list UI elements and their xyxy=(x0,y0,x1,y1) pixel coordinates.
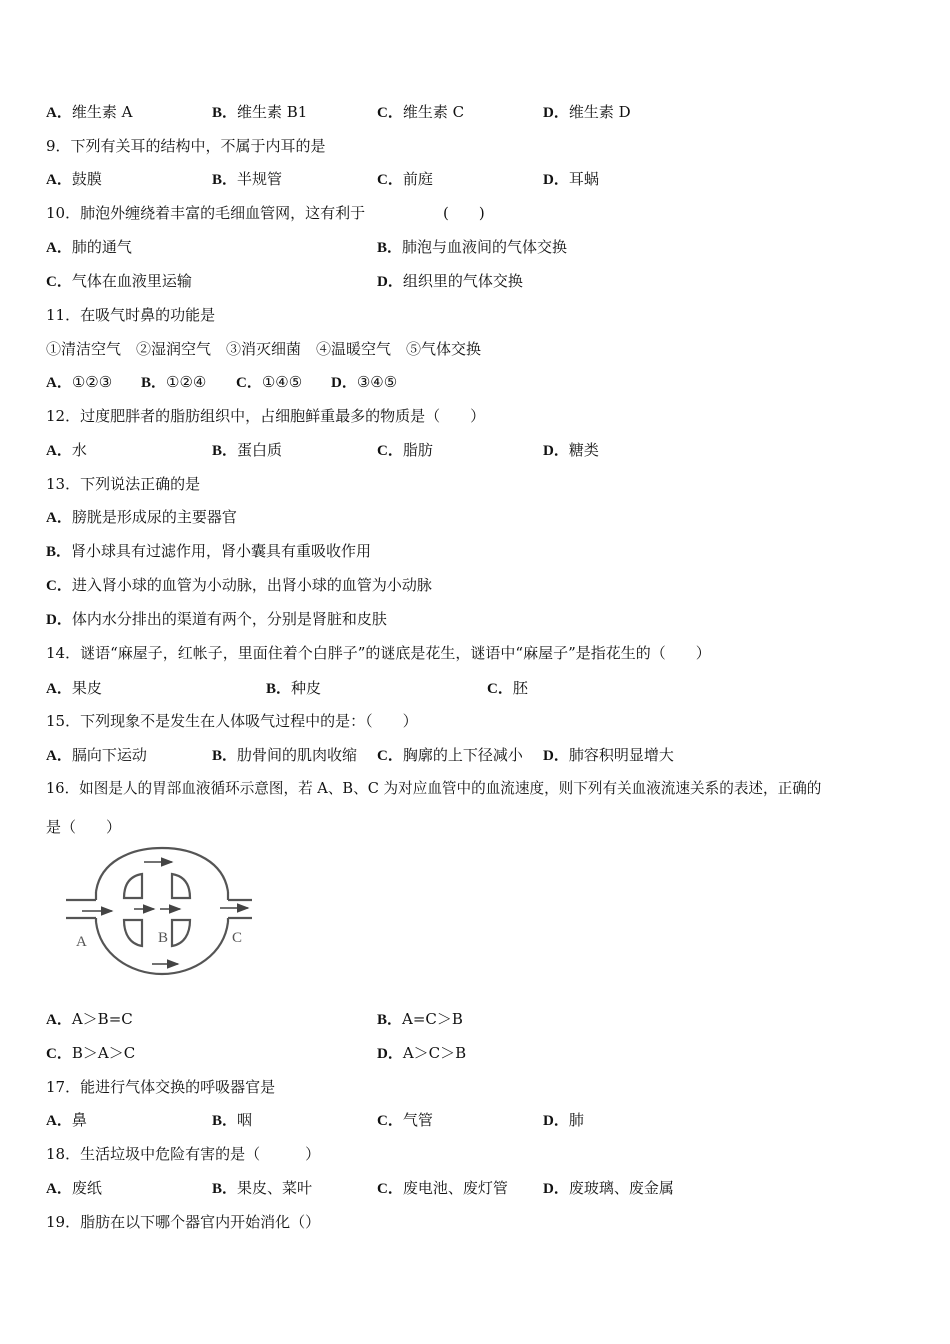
option-label: A． xyxy=(46,748,72,764)
option-label: B． xyxy=(141,375,167,391)
q11-option-a[interactable] xyxy=(46,372,112,393)
option-label: A． xyxy=(46,375,72,391)
q18-option-b[interactable] xyxy=(212,1178,312,1199)
option-text: ①④⑤ xyxy=(261,373,303,391)
q10-option-d[interactable] xyxy=(377,271,523,292)
option-label: B． xyxy=(212,1113,238,1129)
option-label: C． xyxy=(46,578,72,594)
option-text: 肺的通气 xyxy=(71,238,132,256)
option-label: D． xyxy=(543,1181,569,1197)
option-label: B． xyxy=(46,544,72,560)
q9-option-b[interactable] xyxy=(212,169,282,190)
option-text: 脂肪 xyxy=(402,441,433,459)
option-text: 半规管 xyxy=(237,170,283,188)
label-b: B xyxy=(158,930,169,946)
q12-option-d[interactable] xyxy=(543,440,599,461)
outer-vessel-loop xyxy=(96,848,228,892)
option-label: C． xyxy=(377,748,403,764)
q11-stem: 11．在吸气时鼻的功能是 xyxy=(46,306,216,324)
option-text: ①②③ xyxy=(71,373,113,391)
option-label: A． xyxy=(46,172,72,188)
option-text: 鼓膜 xyxy=(71,170,102,188)
q10-option-b[interactable] xyxy=(377,237,567,258)
q8-option-d[interactable] xyxy=(543,102,631,123)
option-text: 果皮 xyxy=(71,679,102,697)
option-label: D． xyxy=(543,748,569,764)
option-label: C． xyxy=(377,1113,403,1129)
option-text: 果皮、菜叶 xyxy=(237,1179,313,1197)
q15-option-d[interactable] xyxy=(543,745,674,766)
q10-option-a[interactable] xyxy=(46,237,132,258)
q16-stem-continued: 是（ ） xyxy=(46,818,122,836)
q17-stem: 17．能进行气体交换的呼吸器官是 xyxy=(46,1078,276,1096)
option-text: 肾小球具有过滤作用，肾小囊具有重吸收作用 xyxy=(71,542,372,560)
option-label: C． xyxy=(377,443,403,459)
option-label: C． xyxy=(377,1181,403,1197)
option-text: 废电池、废灯管 xyxy=(402,1179,508,1197)
option-label: A． xyxy=(46,105,72,121)
option-label: B． xyxy=(212,1181,238,1197)
q14-stem: 14．谜语“麻屋子，红帐子，里面住着个白胖子”的谜底是花生，谜语中“麻屋子”是指花生的（ ） xyxy=(46,644,711,662)
option-text: 气管 xyxy=(402,1111,433,1129)
option-label: C． xyxy=(377,105,403,121)
q12-option-b[interactable] xyxy=(212,440,282,461)
option-label: C． xyxy=(487,681,513,697)
vein-c xyxy=(228,900,252,918)
option-text: A＞B=C xyxy=(71,1010,133,1028)
option-text: 废纸 xyxy=(71,1179,102,1197)
q13-option-c[interactable] xyxy=(46,575,432,596)
option-text: 体内水分排出的渠道有两个，分别是肾脏和皮肤 xyxy=(71,610,387,628)
option-label: C． xyxy=(46,274,72,290)
option-text: 维生素 B1 xyxy=(237,103,308,121)
q18-option-a[interactable] xyxy=(46,1178,102,1199)
option-label: D． xyxy=(543,1113,569,1129)
option-text: 种皮 xyxy=(291,679,322,697)
q18-stem: 18．生活垃圾中危险有害的是（ ） xyxy=(46,1145,321,1163)
option-text: 气体在血液里运输 xyxy=(71,272,192,290)
option-label: B． xyxy=(212,443,238,459)
option-text: 水 xyxy=(71,441,87,459)
option-text: 维生素 A xyxy=(71,103,133,121)
q19-stem: 19．脂肪在以下哪个器官内开始消化（） xyxy=(46,1213,321,1231)
option-text: 维生素 D xyxy=(568,103,631,121)
option-label: B． xyxy=(212,748,238,764)
capillary-block-bottom-left xyxy=(124,920,142,946)
q8-option-b[interactable] xyxy=(212,102,307,123)
capillary-block-top-left xyxy=(124,874,142,898)
option-text: 蛋白质 xyxy=(237,441,283,459)
q14-option-c[interactable] xyxy=(487,678,528,699)
q11-option-d[interactable] xyxy=(331,372,397,393)
option-label: B． xyxy=(212,105,238,121)
option-text: 组织里的气体交换 xyxy=(402,272,523,290)
q18-option-d[interactable] xyxy=(543,1178,674,1199)
option-text: B＞A＞C xyxy=(71,1044,136,1062)
artery-a xyxy=(66,900,96,918)
option-label: B． xyxy=(377,1012,403,1028)
option-text: 咽 xyxy=(237,1111,253,1129)
q13-option-a[interactable] xyxy=(46,507,237,528)
q16-option-a[interactable] xyxy=(46,1009,133,1030)
q13-option-b[interactable] xyxy=(46,541,371,562)
option-label: A． xyxy=(46,240,72,256)
option-label: D． xyxy=(543,105,569,121)
q13-stem: 13．下列说法正确的是 xyxy=(46,475,201,493)
option-text: 胸廓的上下径减小 xyxy=(402,746,523,764)
option-label: A． xyxy=(46,1012,72,1028)
option-label: B． xyxy=(266,681,292,697)
label-a: A xyxy=(76,934,87,950)
q11-option-c[interactable] xyxy=(236,372,302,393)
q14-option-b[interactable] xyxy=(266,678,321,699)
option-text: ①②④ xyxy=(166,373,207,391)
option-label: A． xyxy=(46,1181,72,1197)
option-label: C． xyxy=(236,375,262,391)
q15-option-a[interactable] xyxy=(46,745,147,766)
option-text: 废玻璃、废金属 xyxy=(568,1179,674,1197)
option-text: A=C＞B xyxy=(402,1010,463,1028)
q11-items: ①清洁空气 ②湿润空气 ③消灭细菌 ④温暖空气 ⑤气体交换 xyxy=(46,340,482,358)
q15-option-c[interactable] xyxy=(377,745,523,766)
stomach-blood-circulation-diagram xyxy=(60,842,260,982)
q12-option-a[interactable] xyxy=(46,440,87,461)
q9-option-a[interactable] xyxy=(46,169,102,190)
q10-stem-text: 10．肺泡外缠绕着丰富的毛细血管网，这有利于 xyxy=(46,204,366,222)
option-text: 胚 xyxy=(512,679,528,697)
option-text: 鼻 xyxy=(71,1111,87,1129)
q17-option-d[interactable] xyxy=(543,1110,584,1131)
option-label: D． xyxy=(46,612,72,628)
q16-option-d[interactable] xyxy=(377,1043,466,1064)
option-label: B． xyxy=(212,172,238,188)
q17-option-b[interactable] xyxy=(212,1110,252,1131)
option-label: B． xyxy=(377,240,403,256)
q16-option-b[interactable] xyxy=(377,1009,463,1030)
option-label: C． xyxy=(377,172,403,188)
q10-option-c[interactable] xyxy=(46,271,192,292)
option-label: D． xyxy=(543,172,569,188)
q10-stem xyxy=(46,203,485,223)
option-text: 前庭 xyxy=(402,170,433,188)
option-label: A． xyxy=(46,1113,72,1129)
q9-option-c[interactable] xyxy=(377,169,433,190)
option-label: D． xyxy=(377,1046,403,1062)
q16-option-c[interactable] xyxy=(46,1043,135,1064)
option-label: A． xyxy=(46,681,72,697)
q17-option-a[interactable] xyxy=(46,1110,87,1131)
option-text: 维生素 C xyxy=(402,103,465,121)
q12-option-c[interactable] xyxy=(377,440,433,461)
option-label: C． xyxy=(46,1046,72,1062)
q18-option-c[interactable] xyxy=(377,1178,508,1199)
capillary-block-bottom-right xyxy=(172,920,190,946)
option-text: 糖类 xyxy=(568,441,599,459)
q13-option-d[interactable] xyxy=(46,609,387,630)
label-c: C xyxy=(232,930,243,946)
q8-option-c[interactable] xyxy=(377,102,464,123)
q12-stem: 12．过度肥胖者的脂肪组织中，占细胞鲜重最多的物质是（ ） xyxy=(46,407,486,425)
q15-stem: 15．下列现象不是发生在人体吸气过程中的是：（ ） xyxy=(46,712,418,730)
option-text: 肺 xyxy=(568,1111,584,1129)
q9-stem: 9．下列有关耳的结构中，不属于内耳的是 xyxy=(46,137,326,155)
q11-option-b[interactable] xyxy=(141,372,206,393)
option-label: A． xyxy=(46,443,72,459)
option-text: 进入肾小球的血管为小动脉，出肾小球的血管为小动脉 xyxy=(71,576,432,594)
q9-option-d[interactable] xyxy=(543,169,599,190)
option-label: A． xyxy=(46,510,72,526)
q16-stem: 16．如图是人的胃部血液循环示意图，若 A、B、C 为对应血管中的血流速度，则下列有关血液流速关系的表述，正确的 xyxy=(46,780,822,797)
option-text: 耳蜗 xyxy=(568,170,599,188)
capillary-block-top-right xyxy=(172,874,190,898)
option-text: A＞C＞B xyxy=(402,1044,467,1062)
option-text: 肺容积明显增大 xyxy=(568,746,674,764)
q14-option-a[interactable] xyxy=(46,678,102,699)
option-text: ③④⑤ xyxy=(356,373,398,391)
q15-option-b[interactable] xyxy=(212,745,357,766)
option-label: D． xyxy=(331,375,357,391)
option-label: D． xyxy=(377,274,403,290)
option-text: 膀胱是形成尿的主要器官 xyxy=(71,508,237,526)
q17-option-c[interactable] xyxy=(377,1110,433,1131)
option-text: 肋骨间的肌肉收缩 xyxy=(237,746,358,764)
q8-option-a[interactable] xyxy=(46,102,132,123)
option-text: 膈向下运动 xyxy=(71,746,147,764)
option-label: D． xyxy=(543,443,569,459)
answer-bracket: ( ) xyxy=(443,204,485,222)
option-text: 肺泡与血液间的气体交换 xyxy=(402,238,568,256)
